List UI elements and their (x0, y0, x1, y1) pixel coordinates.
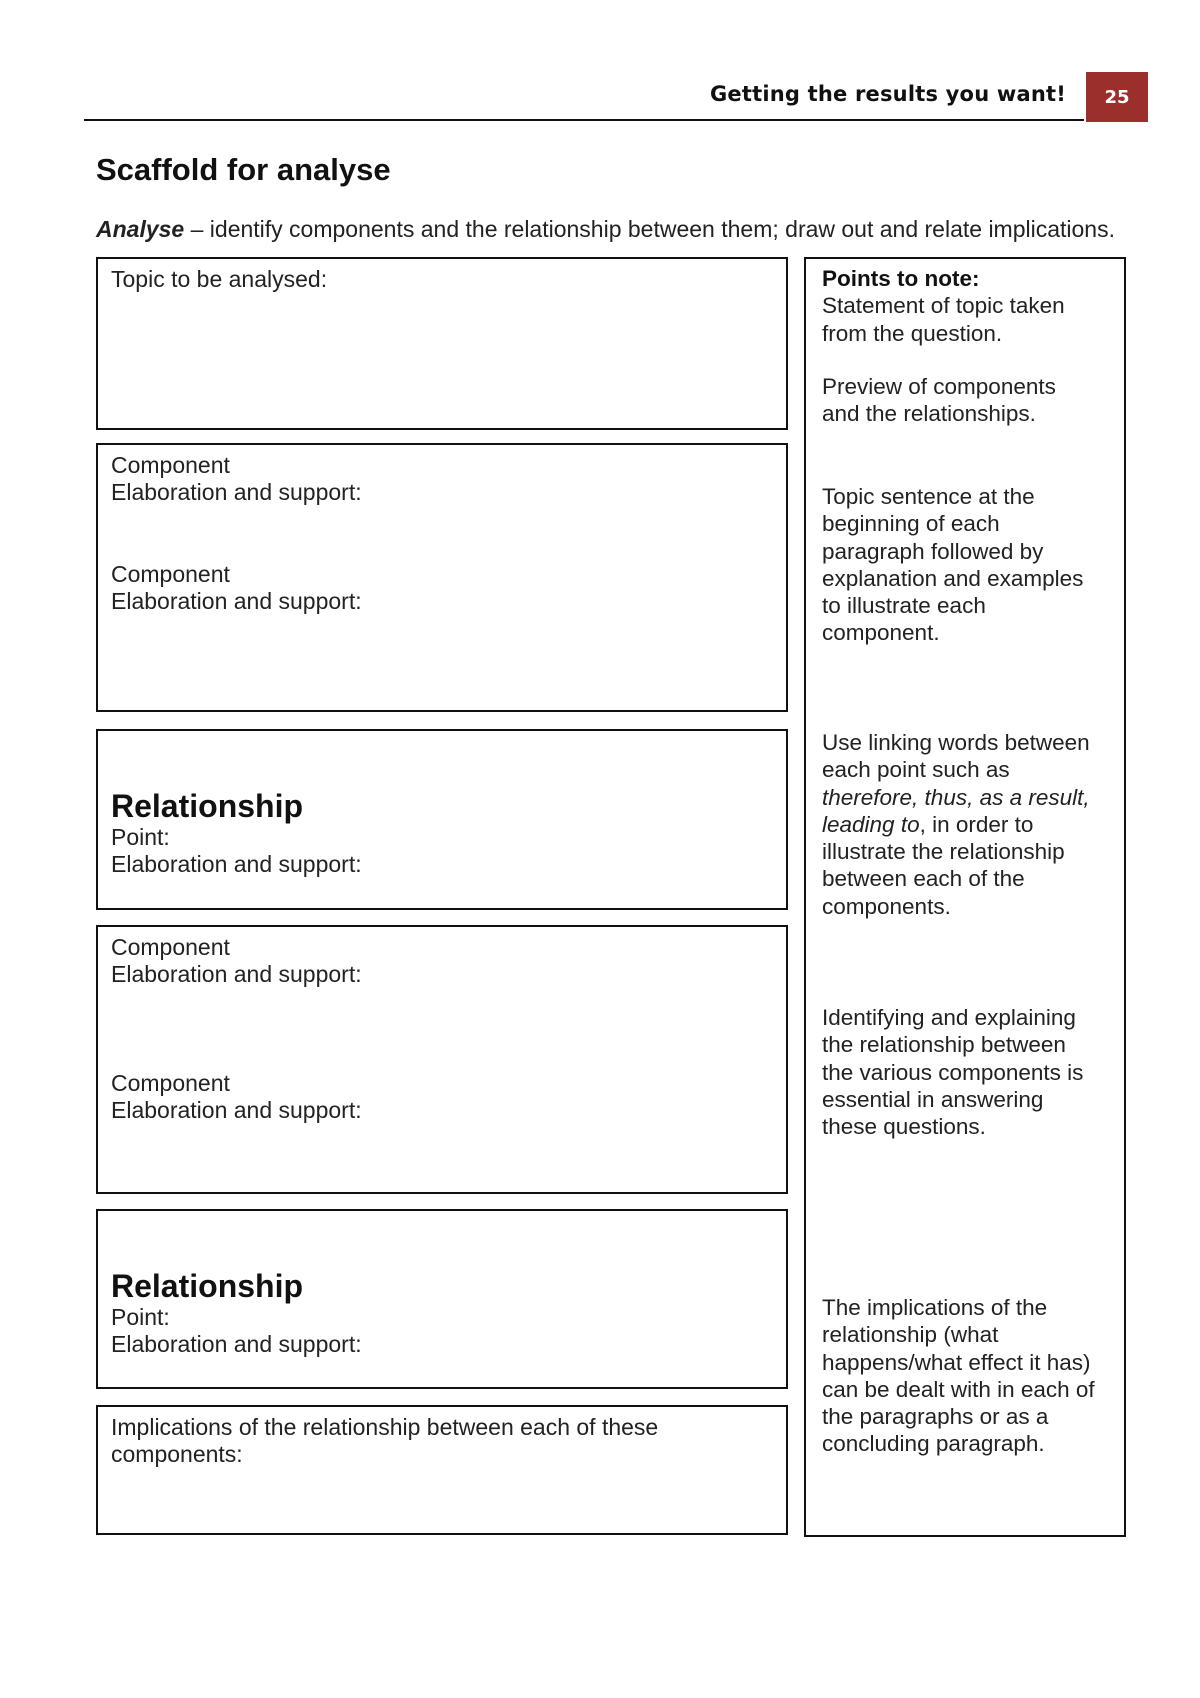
note-line: and the relationships. (822, 401, 1036, 427)
implications-label-line-2: components: (111, 1441, 243, 1467)
note-line: the various components is (822, 1059, 1084, 1085)
points-to-note-panel (804, 257, 1126, 1537)
notes-heading: Points to note: (822, 266, 980, 291)
linking-words-italic: therefore, thus, as a result, (822, 784, 1090, 810)
note-implications (822, 1294, 1122, 1458)
component-label: Component (111, 452, 230, 478)
header-rule (84, 119, 1084, 121)
implications-label-line-1: Implications of the relationship between each of these (111, 1414, 659, 1440)
note-line: beginning of each (822, 511, 1000, 537)
note-statement (822, 265, 1122, 347)
component-label: Component (111, 561, 230, 587)
note-line: component. (822, 620, 940, 646)
definition-text: – identify components and the relationship between them; draw out and relate implications. (184, 216, 1115, 242)
note-line: Topic sentence at the (822, 484, 1035, 509)
document-title: Scaffold for analyse (96, 152, 391, 187)
topic-label: Topic to be analysed: (111, 266, 328, 292)
note-line: to illustrate each (822, 593, 986, 619)
elaboration-label: Elaboration and support: (111, 851, 362, 877)
note-line: these questions. (822, 1114, 986, 1140)
page-number-badge: 25 (1086, 72, 1148, 122)
note-line: can be dealt with in each of (822, 1376, 1095, 1402)
point-label: Point: (111, 824, 170, 850)
note-line: Statement of topic taken (822, 293, 1065, 319)
note-line: from the question. (822, 320, 1003, 346)
note-preview (822, 373, 1122, 428)
note-line: essential in answering (822, 1086, 1044, 1112)
note-text: , in order to (919, 811, 1034, 837)
elaboration-label: Elaboration and support: (111, 961, 362, 987)
elaboration-label: Elaboration and support: (111, 1097, 362, 1123)
note-line: Preview of components (822, 374, 1056, 399)
note-line: concluding paragraph. (822, 1431, 1045, 1457)
note-topic-sentence (822, 483, 1122, 647)
relationship-heading: Relationship (111, 1268, 304, 1304)
note-line: Use linking words between (822, 730, 1090, 755)
implications-box[interactable] (96, 1405, 788, 1535)
point-label: Point: (111, 1304, 170, 1330)
relationship-box-2[interactable] (96, 1209, 788, 1389)
note-line (822, 811, 1122, 838)
note-line: between each of the (822, 866, 1025, 892)
topic-box[interactable] (96, 257, 788, 430)
component-label: Component (111, 1070, 230, 1096)
elaboration-label: Elaboration and support: (111, 588, 362, 614)
note-line: the relationship between (822, 1032, 1066, 1058)
components-box-2[interactable] (96, 925, 788, 1194)
note-line: The implications of the (822, 1295, 1048, 1320)
note-line: explanation and examples (822, 565, 1084, 591)
linking-words-italic: leading to (822, 811, 920, 837)
note-line: Identifying and explaining (822, 1005, 1076, 1030)
relationship-box-1[interactable] (96, 729, 788, 910)
note-line: paragraph followed by (822, 538, 1044, 564)
header-title: Getting the results you want! (709, 82, 1066, 106)
page-header (84, 72, 1148, 122)
definition-line (96, 216, 1176, 243)
note-line: the paragraphs or as a (822, 1404, 1049, 1430)
note-linking-words (822, 729, 1122, 920)
note-identifying (822, 1004, 1122, 1140)
note-line (822, 784, 1122, 811)
relationship-heading: Relationship (111, 788, 304, 824)
components-box-1[interactable] (96, 443, 788, 712)
elaboration-label: Elaboration and support: (111, 479, 362, 505)
note-line: illustrate the relationship (822, 839, 1065, 865)
definition-term: Analyse (96, 216, 185, 242)
component-label: Component (111, 934, 230, 960)
note-line: components. (822, 893, 951, 919)
note-line: relationship (what (822, 1322, 999, 1348)
note-line: each point such as (822, 757, 1010, 783)
elaboration-label: Elaboration and support: (111, 1331, 362, 1357)
note-line: happens/what effect it has) (822, 1349, 1091, 1375)
